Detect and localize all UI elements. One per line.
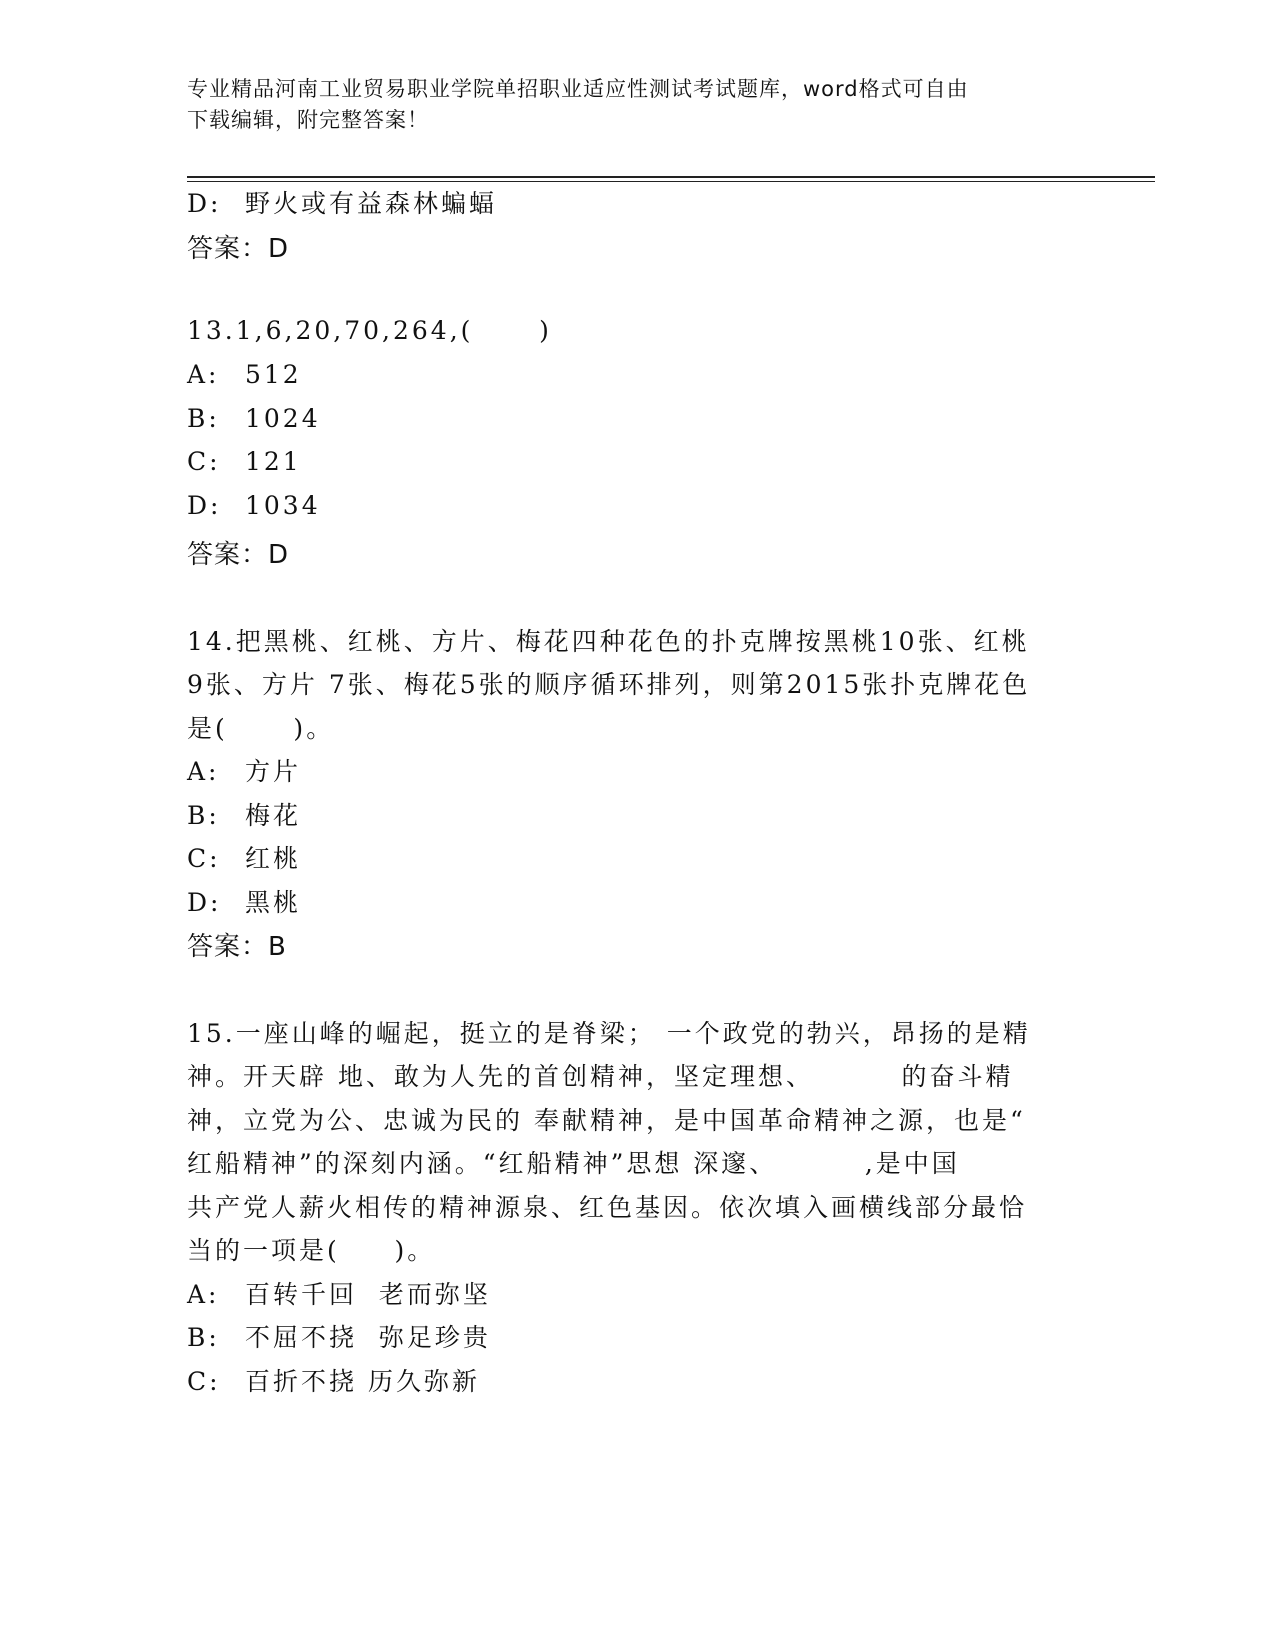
document-header: [187, 74, 1067, 136]
option-text: 不屈不挠 弥足珍贵: [245, 1323, 491, 1352]
option-text: 梅花: [245, 801, 302, 830]
option-key: A:: [187, 360, 220, 389]
option-text: 百转千回 老而弥坚: [245, 1280, 491, 1309]
option-key: D:: [187, 491, 222, 520]
option-text: 1024: [245, 404, 321, 433]
q15-stem-line-5: 共产党人薪火相传的精神源泉、红色基因。依次填入画横线部分最恰: [187, 1193, 1028, 1222]
q12-answer: 答案：D: [187, 234, 290, 264]
option-key: B:: [187, 801, 220, 830]
option-key: B:: [187, 1323, 220, 1352]
q13-answer: 答案：D: [187, 540, 290, 570]
q14-stem-line-1: 14.把黑桃、红桃、方片、梅花四种花色的扑克牌按黑桃10张、红桃: [187, 627, 1030, 656]
option-text: 野火或有益森林蝙蝠: [245, 189, 498, 218]
q15-stem-line-1: 15.一座山峰的崛起，挺立的是脊梁； 一个政党的勃兴，昂扬的是精: [187, 1019, 1031, 1048]
q12-option-d: [187, 184, 497, 220]
header-divider-thin: [187, 181, 1155, 182]
option-key: C:: [187, 1367, 221, 1396]
header-line-1: 专业精品河南工业贸易职业学院单招职业适应性测试考试题库，word格式可自由: [187, 77, 969, 101]
q13-stem: 13.1,6,20,70,264,( ): [187, 316, 552, 345]
q15-stem-line-6: 当的一项是( )。: [187, 1236, 436, 1265]
option-key: A:: [187, 757, 220, 786]
q15-option-c: [187, 1362, 480, 1398]
q14-stem-line-2: 9张、方片 7张、梅花5张的顺序循环排列，则第2015张扑克牌花色: [187, 670, 1031, 699]
option-key: C:: [187, 447, 221, 476]
q14-stem-line-3: 是( )。: [187, 714, 335, 743]
option-key: A:: [187, 1280, 220, 1309]
option-text: 1034: [245, 491, 321, 520]
q14-option-a: [187, 752, 301, 788]
option-key: D:: [187, 888, 222, 917]
q13-option-c: [187, 447, 302, 476]
q15-stem-line-2: 神。开天辟 地、敢为人先的首创精神，坚定理想、 的奋斗精: [187, 1062, 1014, 1091]
option-key: D:: [187, 189, 222, 218]
q15-stem-line-3: 神，立党为公、忠诚为民的 奉献精神，是中国革命精神之源，也是“: [187, 1106, 1026, 1135]
header-line-2: 下载编辑，附完整答案！: [187, 108, 429, 132]
option-text: 红桃: [245, 844, 302, 873]
option-text: 512: [245, 360, 302, 389]
q14-option-d: [187, 883, 301, 919]
q13-option-a: [187, 360, 302, 389]
q14-option-c: [187, 839, 301, 875]
q15-stem-line-4: 红船精神”的深刻内涵。“红船精神”思想 深邃、 ,是中国: [187, 1149, 960, 1178]
q15-option-b: [187, 1318, 491, 1354]
option-key: B:: [187, 404, 220, 433]
q15-option-a: [187, 1275, 491, 1311]
option-text: 方片: [245, 757, 302, 786]
header-divider-thick: [187, 176, 1155, 178]
option-text: 百折不挠 历久弥新: [245, 1367, 480, 1396]
option-key: C:: [187, 844, 221, 873]
q13-option-b: [187, 404, 321, 433]
q13-option-d: [187, 491, 321, 520]
option-text: 121: [245, 447, 302, 476]
q14-option-b: [187, 796, 301, 832]
option-text: 黑桃: [245, 888, 302, 917]
q14-answer: 答案：B: [187, 932, 287, 962]
